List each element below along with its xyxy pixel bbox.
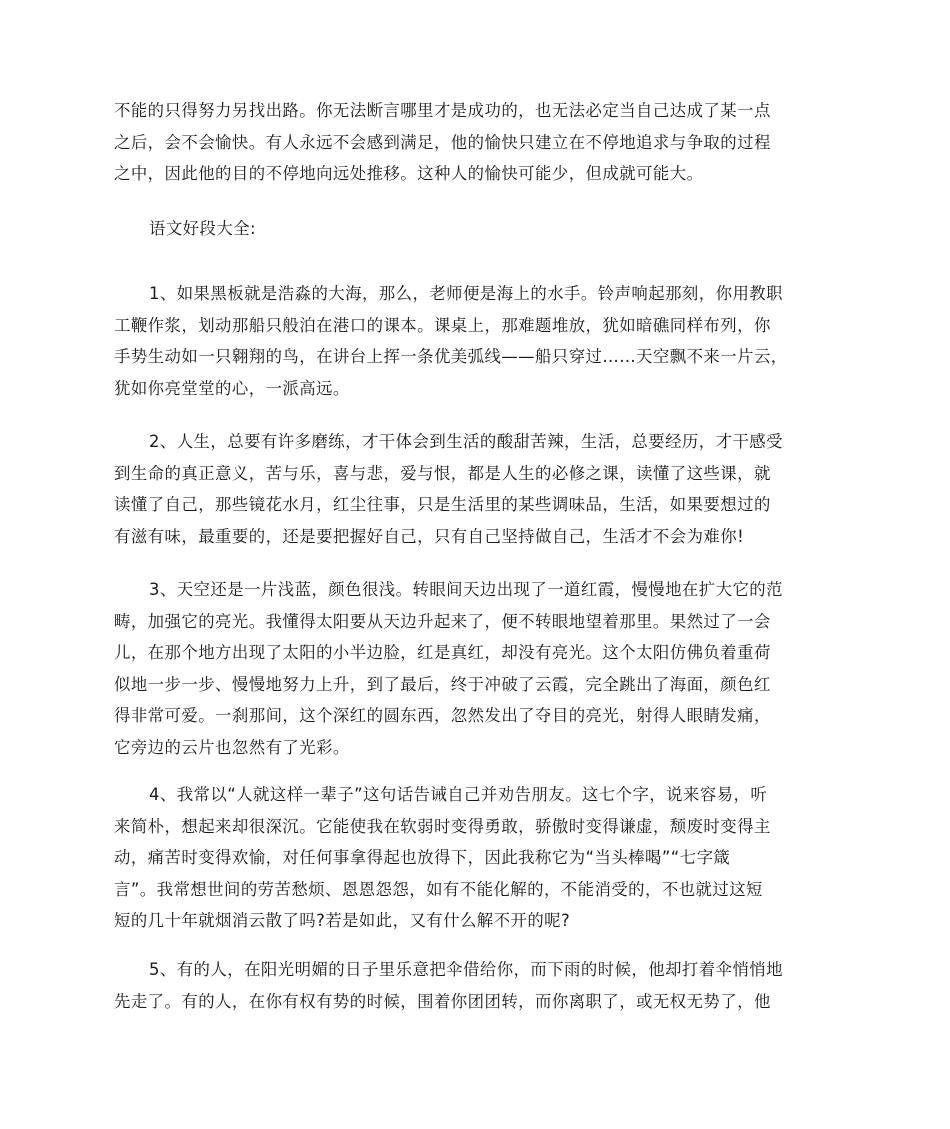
- text-line: 到生命的真正意义，苦与乐，喜与悲，爱与恨，都是人生的必修之课，读懂了这些课，就: [114, 463, 771, 483]
- text-line: 它旁边的云片也忽然有了光彩。: [114, 737, 350, 757]
- text-line: 来简朴，想起来却很深沉。它能使我在软弱时变得勇敢，骄傲时变得谦虚，颓废时变得主: [114, 816, 771, 836]
- heading-text: 语文好段大全:: [149, 219, 257, 238]
- text-line: 言”。我常想世间的劳苦愁烦、恩恩怨怨，如有不能化解的，不能消受的，不也就过这短: [114, 879, 763, 899]
- text-line: 之后，会不会愉快。有人永远不会感到满足，他的愉快只建立在不停地追求与争取的过程: [114, 132, 771, 152]
- paragraph-intro: [114, 95, 838, 190]
- text-line: 动，痛苦时变得欢愉，对任何事拿得起也放得下，因此我称它为“当头棒喝”“七字箴: [114, 848, 731, 867]
- text-line: 工鞭作浆，划动那船只般泊在港口的课本。课桌上，那难题堆放，犹如暗礁同样布列，你: [114, 315, 771, 335]
- text-line: 3、天空还是一片浅蓝，颜色很浅。转眼间天边出现了一道红霞，慢慢地在扩大它的范: [149, 580, 783, 599]
- text-line: 不能的只得努力另找出路。你无法断言哪里才是成功的，也无法必定当自己达成了某一点: [114, 101, 771, 120]
- text-line: 5、有的人，在阳光明媚的日子里乐意把伞借给你，而下雨的时候，他却打着伞悄悄地: [149, 960, 783, 979]
- paragraph-item-4: [114, 779, 838, 937]
- paragraph-item-3: [114, 574, 838, 763]
- text-line: 儿，在那个地方出现了太阳的小半边脸，红是真红，却没有亮光。这个太阳仿佛负着重荷: [114, 643, 771, 662]
- paragraph-item-2: [114, 426, 838, 552]
- text-line: 有滋有味，最重要的，还是要把握好自己，只有自己坚持做自己，生活才不会为难你!: [114, 526, 745, 546]
- text-line: 1、如果黑板就是浩淼的大海，那么，老师便是海上的水手。铃声响起那刻，你用教职: [149, 284, 783, 303]
- text-line: 手势生动如一只翱翔的鸟，在讲台上挥一条优美弧线——船只穿过……天空飘不来一片云，: [114, 347, 788, 366]
- text-line: 2、人生，总要有许多磨练，才干体会到生活的酸甜苦辣，生活，总要经历，才干感受: [149, 432, 783, 451]
- text-line: 读懂了自己，那些镜花水月，红尘往事，只是生活里的某些调味品，生活，如果要想过的: [114, 495, 771, 514]
- text-line: 犹如你亮堂堂的心，一派高远。: [114, 378, 350, 398]
- text-line: 似地一步一步、慢慢地努力上升，到了最后，终于冲破了云霞，完全跳出了海面，颜色红: [114, 674, 771, 694]
- text-line: 得非常可爱。一刹那间，这个深红的圆东西，忽然发出了夺目的亮光，射得人眼睛发痛，: [114, 706, 771, 725]
- section-heading: [114, 213, 838, 245]
- paragraph-item-1: [114, 278, 838, 404]
- paragraph-item-5: [114, 954, 838, 1017]
- text-line: 短的几十年就烟消云散了吗?若是如此，又有什么解不开的呢?: [114, 911, 571, 930]
- text-line: 畴，加强它的亮光。我懂得太阳要从天边升起来了，便不转眼地望着那里。果然过了一会: [114, 611, 771, 631]
- text-line: 先走了。有的人，在你有权有势的时候，围着你团团转，而你离职了，或无权无势了，他: [114, 991, 771, 1011]
- text-line: 4、我常以“人就这样一辈子”这句话告诫自己并劝告朋友。这七个字，说来容易，听: [149, 785, 768, 804]
- text-line: 之中，因此他的目的不停地向远处推移。这种人的愉快可能少，但成就可能大。: [114, 164, 704, 183]
